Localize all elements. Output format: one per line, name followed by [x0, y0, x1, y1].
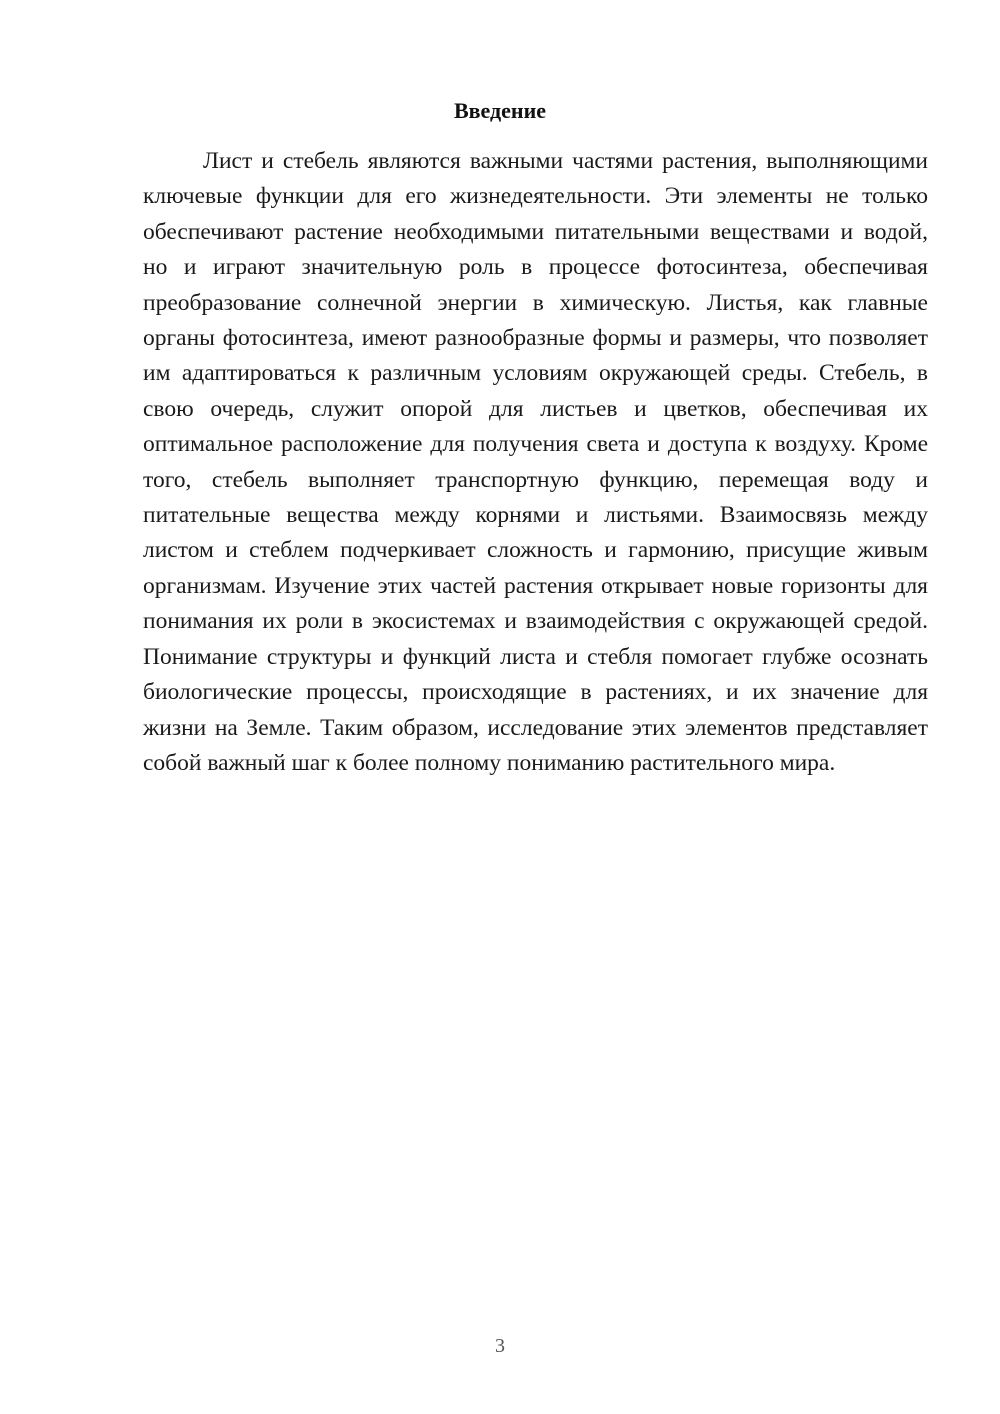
section-heading: Введение [453, 98, 547, 123]
body-paragraph: Лист и стебель являются важными частями растения, выполняющими ключевые функции для его жизнедеятельности. Эти элементы не только обеспечивают растение необходимыми питательными веществами и водой, но и играют значительную роль в процессе фотосинтеза, обеспечивая преобразование солнечной энергии в химическую. Листья, как главные органы фотосинтеза, имеют разнообразные формы и размеры, что позволяет им адаптироваться к различным условиям окружающей среды. Стебель, в свою очередь, служит опорой для листьев и цветков, обеспечивая их оптимальное расположение для получения света и доступа к воздуху. Кроме того, стебель выполняет транспортную функцию, перемещая воду и питательные вещества между корнями и листьями. Взаимосвязь между листом и стеблем подчеркивает сложность и гармонию, присущие живым организмам. Изучение этих частей растения открывает новые горизонты для понимания их роли в экосистемах и взаимодействия с окружающей средой. Понимание структуры и функций листа и стебля помогает глубже осознать биологические процессы, происходящие в растениях, и их значение для жизни на Земле. Таким образом, исследование этих элементов представляет собой важный шаг к более полному пониманию растительного мира. [143, 148, 928, 776]
page-number: 3 [495, 1335, 505, 1357]
